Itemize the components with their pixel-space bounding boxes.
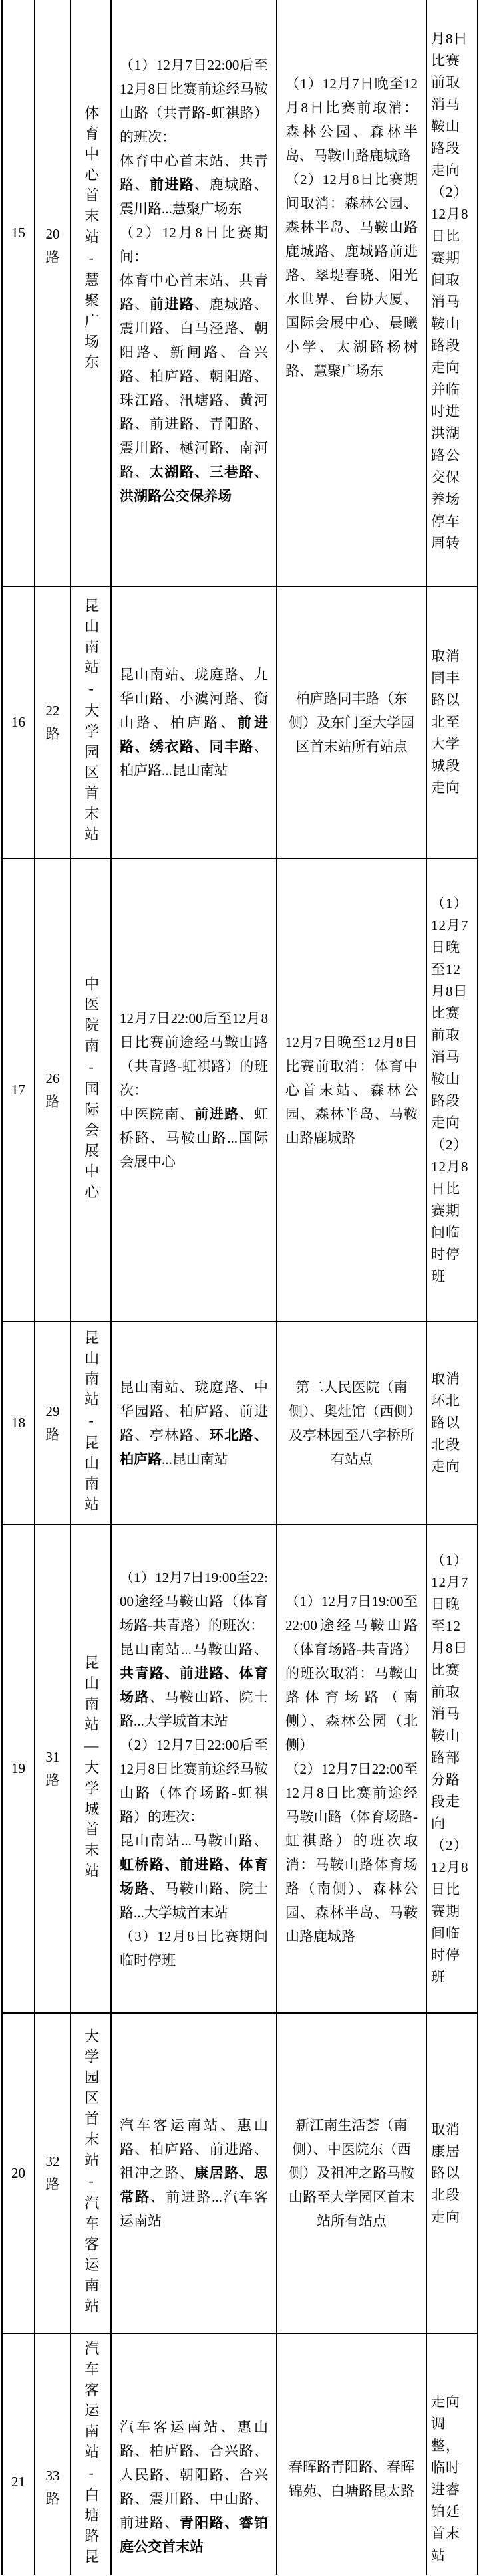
row-number-cell xyxy=(3,859,35,1321)
text-segment: 昆山南站...马鞍山路、 xyxy=(120,1641,268,1657)
text-segment: 中医院南、 xyxy=(120,1106,195,1122)
cancelled-stops-text xyxy=(285,1375,418,1471)
adjustment-detail-text xyxy=(120,2113,268,2233)
text-segment: 、虹桥路、马鞍山路...国际会展中心 xyxy=(120,1106,269,1170)
paragraph xyxy=(120,1637,268,1733)
cancelled-stops-cell xyxy=(277,587,427,858)
text-segment-bold: 青阳路、睿铂庭公交首末站 xyxy=(120,2515,269,2555)
text-segment: （2）12月7日22:00至12月8日比赛前途经马鞍山路（体育场路-虹祺路）的班次取消：马鞍山路体育场路（南侧）、森林公园、森林半岛、马鞍山路鹿城路 xyxy=(285,1760,418,1944)
paragraph xyxy=(120,1925,268,1972)
table-row xyxy=(3,858,478,1321)
table-row xyxy=(3,1321,478,1524)
text-segment: 昆山南站、珑庭路、中华园路、柏庐路、前进路、亭林路、 xyxy=(120,1379,268,1443)
row-number-cell xyxy=(3,2014,35,2333)
text-segment-bold: 太湖路、三巷路、洪湖路公交保养场 xyxy=(120,464,269,504)
cancelled-stops-cell xyxy=(277,2334,427,2575)
route-number: 22路 xyxy=(45,702,60,742)
paragraph xyxy=(120,1733,268,1829)
row-number: 15 xyxy=(11,225,25,241)
text-segment: 汽车客运南站、惠山路、柏庐路、前进路、祖冲之路、 xyxy=(120,2117,268,2181)
adjustment-detail-text xyxy=(120,2415,268,2559)
route-number-cell xyxy=(35,587,71,858)
route-name: 大学园区首末站-汽车客运南站 xyxy=(82,2028,100,2319)
cancelled-stops-text xyxy=(285,1589,418,1948)
row-number-cell xyxy=(3,0,35,586)
route-name: 昆山南站—大学城首末站 xyxy=(82,1654,100,1883)
paragraph xyxy=(120,1102,268,1174)
row-number: 19 xyxy=(11,1760,25,1776)
adjustment-detail-cell xyxy=(112,859,277,1321)
text-segment: 、前进路...汽车客运南站 xyxy=(120,2189,269,2229)
text-segment-bold: 共青路、前进路、体育场路 xyxy=(120,1665,268,1705)
adjustment-detail-text xyxy=(120,663,268,782)
paragraph xyxy=(120,269,268,508)
direction-change-text: （1）12月7日晚至12月8日比赛前取消马鞍山路段走向（2）12月8日比赛期间临时停班 xyxy=(431,895,469,1284)
route-name: 中医院南-国际会展中心 xyxy=(82,975,100,1205)
adjustment-detail-cell xyxy=(112,2334,277,2575)
text-segment: 12月7日晚至12月8日比赛前取消：体育中心首末站、森林公园、森林半岛、马鞍山路鹿城路 xyxy=(285,1034,418,1146)
text-segment: 昆山南站...马鞍山路、 xyxy=(120,1832,268,1849)
bus-route-adjustment-table xyxy=(1,0,478,2575)
direction-change-text: （1）12月7日晚至12月8日比赛前取消马鞍山路部分路段走向（2）12月8日比赛期间临时停班 xyxy=(431,1552,469,1985)
table-row xyxy=(3,2333,478,2575)
direction-change-text: 取消康居路以北段走向 xyxy=(431,2121,460,2225)
text-segment-bold: 康居路、思常路 xyxy=(120,2165,269,2205)
cancelled-stops-cell xyxy=(277,859,427,1321)
paragraph xyxy=(285,1589,418,1757)
cancelled-stops-cell xyxy=(277,1525,427,2012)
paragraph xyxy=(120,2113,268,2233)
route-number: 26路 xyxy=(45,1070,60,1110)
paragraph xyxy=(120,149,268,221)
route-name-cell xyxy=(71,859,112,1321)
paragraph xyxy=(120,1006,268,1102)
route-name-cell xyxy=(71,2334,112,2575)
direction-change-text: 走向调整，临时进睿铂廷首末站 xyxy=(431,2394,460,2563)
row-number-cell xyxy=(3,1525,35,2012)
adjustment-detail-text xyxy=(120,1375,268,1471)
direction-change-text: 取消环北路以北段走向 xyxy=(431,1371,460,1474)
text-segment: 、柏庐路...昆山南站 xyxy=(120,738,268,778)
route-name: 体育中心首末站-慧聚广场东 xyxy=(82,105,100,375)
cancelled-stops-text xyxy=(285,2455,418,2503)
cancelled-stops-text xyxy=(285,72,418,383)
table-row xyxy=(3,0,478,586)
row-number-cell xyxy=(3,1322,35,1524)
text-segment-bold: 前进路 xyxy=(194,1106,240,1122)
cancelled-stops-cell xyxy=(277,2014,427,2333)
route-name-cell xyxy=(71,1525,112,2012)
text-segment: （1）12月7日19:00至22:00途经马鞍山路（体育场路-共青路）的班次取消：马鞍山路体育场路（南侧）、森林公园（北侧） xyxy=(285,1593,418,1753)
adjustment-detail-cell xyxy=(112,587,277,858)
text-segment: （2）12月8日比赛期间： xyxy=(120,225,268,265)
direction-change-cell xyxy=(427,1322,478,1524)
text-segment: 新江南生活荟（南侧）、中医院东（西侧）及祖冲之路马鞍山路至大学园区首末站所有站点 xyxy=(289,2117,414,2229)
text-segment: 、马鞍山路、院士路...大学城首末站 xyxy=(120,1689,269,1729)
row-number: 16 xyxy=(11,714,25,730)
cancelled-stops-text xyxy=(285,687,418,759)
route-number-cell xyxy=(35,0,71,586)
route-number: 20路 xyxy=(45,226,60,265)
paragraph xyxy=(120,1375,268,1471)
paragraph xyxy=(285,72,418,168)
route-number: 33路 xyxy=(45,2468,60,2507)
direction-change-cell xyxy=(427,1525,478,2012)
text-segment: （2）12月7日22:00后至12月8日比赛前途经马鞍山路（体育场路-虹祺路）的班次： xyxy=(120,1736,268,1825)
row-number-cell xyxy=(3,587,35,858)
paragraph xyxy=(120,663,268,782)
text-segment: （2）12月8日比赛期间取消：森林公园、森林半岛、马鞍山路鹿城路、鹿城路前进路、翠堤春晓、阳光水世界、台协大厦、国际会展中心、晨曦小学、太湖路杨树路、慧聚广场东 xyxy=(285,172,418,379)
row-number: 18 xyxy=(11,1415,25,1431)
route-name-cell xyxy=(71,1322,112,1524)
adjustment-detail-text xyxy=(120,1566,268,1972)
paragraph xyxy=(120,221,268,269)
route-number-cell xyxy=(35,1322,71,1524)
adjustment-detail-cell xyxy=(112,1322,277,1524)
paragraph xyxy=(285,1757,418,1948)
row-number: 21 xyxy=(11,2474,25,2490)
direction-change-cell xyxy=(427,0,478,586)
table-row xyxy=(3,2012,478,2333)
text-segment-bold: 前进路、绣衣路、同丰路 xyxy=(120,714,268,755)
cancelled-stops-text xyxy=(285,1030,418,1150)
route-number-cell xyxy=(35,2334,71,2575)
route-name: 昆山南站-昆山南站 xyxy=(82,1329,100,1517)
route-name-cell xyxy=(71,2014,112,2333)
text-segment: 第二人民医院（南侧）、奥灶馆（西侧）及亭林园至八字桥所有站点 xyxy=(289,1379,414,1467)
adjustment-detail-cell xyxy=(112,1525,277,2012)
text-segment: （3）12月8日比赛期间临时停班 xyxy=(120,1928,268,1968)
text-segment: （1）12月7日22:00后至12月8日比赛前途经马鞍山路（共青路-虹祺路）的班次： xyxy=(120,57,268,145)
text-segment: 柏庐路同丰路（东侧）及东门至大学园区首末站所有站点 xyxy=(289,690,414,755)
text-segment: 12月7日22:00后至12月8日比赛前途经马鞍山路（共青路-虹祺路）的班次： xyxy=(120,1010,268,1098)
route-number-cell xyxy=(35,1525,71,2012)
row-number-cell xyxy=(3,2334,35,2575)
direction-change-cell xyxy=(427,587,478,858)
text-segment: 汽车客运南站、惠山路、柏庐路、合兴路、人民路、朝阳路、合兴路、震川路、中山路、前进路、 xyxy=(120,2419,268,2531)
paragraph xyxy=(120,1566,268,1637)
paragraph xyxy=(120,53,268,149)
text-segment: 、马鞍山路、院士路...大学城首末站 xyxy=(120,1880,269,1921)
paragraph xyxy=(120,2415,268,2559)
route-number-cell xyxy=(35,859,71,1321)
row-number: 17 xyxy=(11,1082,25,1098)
table-row xyxy=(3,586,478,858)
text-segment: （1）12月7日19:00至22:00途经马鞍山路（体育场路-共青路）的班次： xyxy=(120,1569,268,1633)
direction-change-text: 月8日比赛前取消马鞍山路段走向（2）12月8日比赛期间取消马鞍山路段走向并临时进洪湖路公交保养场停车周转 xyxy=(431,31,469,551)
direction-change-text: 取消同丰路以北至大学城段走向 xyxy=(431,648,460,796)
adjustment-detail-text xyxy=(120,53,268,508)
cancelled-stops-cell xyxy=(277,1322,427,1524)
text-segment: 春晖路青阳路、春晖锦苑、白塘路昆太路 xyxy=(289,2459,414,2499)
route-number: 29路 xyxy=(45,1403,60,1443)
text-segment: ...昆山南站 xyxy=(162,1451,228,1467)
route-number: 31路 xyxy=(45,1748,60,1788)
direction-change-cell xyxy=(427,859,478,1321)
route-name-cell xyxy=(71,0,112,586)
text-segment: 、鹿城路、震川路...慧聚广场东 xyxy=(120,177,269,217)
text-segment-bold: 前进路 xyxy=(149,296,195,312)
route-name: 昆山南站-大学园区首末站 xyxy=(82,598,100,847)
table-row xyxy=(3,1524,478,2012)
text-segment: 体育中心首末站、共青路、 xyxy=(120,153,268,193)
text-segment: 、鹿城路、震川路、白马泾路、朝阳路、新闸路、合兴路、柏庐路、朝阳路、珠江路、汛塘路、黄河路、前进路、青阳路、震川路、樾河路、南河路、 xyxy=(120,296,269,480)
row-number: 20 xyxy=(11,2165,25,2181)
text-segment-bold: 前进路 xyxy=(149,177,195,193)
route-name-cell xyxy=(71,587,112,858)
text-segment: 体育中心首末站、共青路、 xyxy=(120,273,268,312)
text-segment: 昆山南站、珑庭路、九华山路、小澞河路、衡山路、柏庐路、 xyxy=(120,666,268,731)
paragraph xyxy=(120,1829,268,1925)
adjustment-detail-text xyxy=(120,1006,268,1174)
route-number-cell xyxy=(35,2014,71,2333)
route-name: 汽车客运南站-白塘路昆 xyxy=(82,2341,100,2569)
adjustment-detail-cell xyxy=(112,0,277,586)
cancelled-stops-text xyxy=(285,2113,418,2233)
adjustment-detail-cell xyxy=(112,2014,277,2333)
cancelled-stops-cell xyxy=(277,0,427,586)
direction-change-cell xyxy=(427,2014,478,2333)
paragraph xyxy=(285,168,418,383)
text-segment: （1）12月7日晚至12月8日比赛前取消：森林公园、森林半岛、马鞍山路鹿城路 xyxy=(285,76,418,164)
direction-change-cell xyxy=(427,2334,478,2575)
text-segment-bold: 环北路、柏庐路 xyxy=(120,1427,269,1467)
route-number: 32路 xyxy=(45,2153,60,2192)
text-segment-bold: 虹桥路、前进路、体育场路 xyxy=(120,1856,268,1897)
